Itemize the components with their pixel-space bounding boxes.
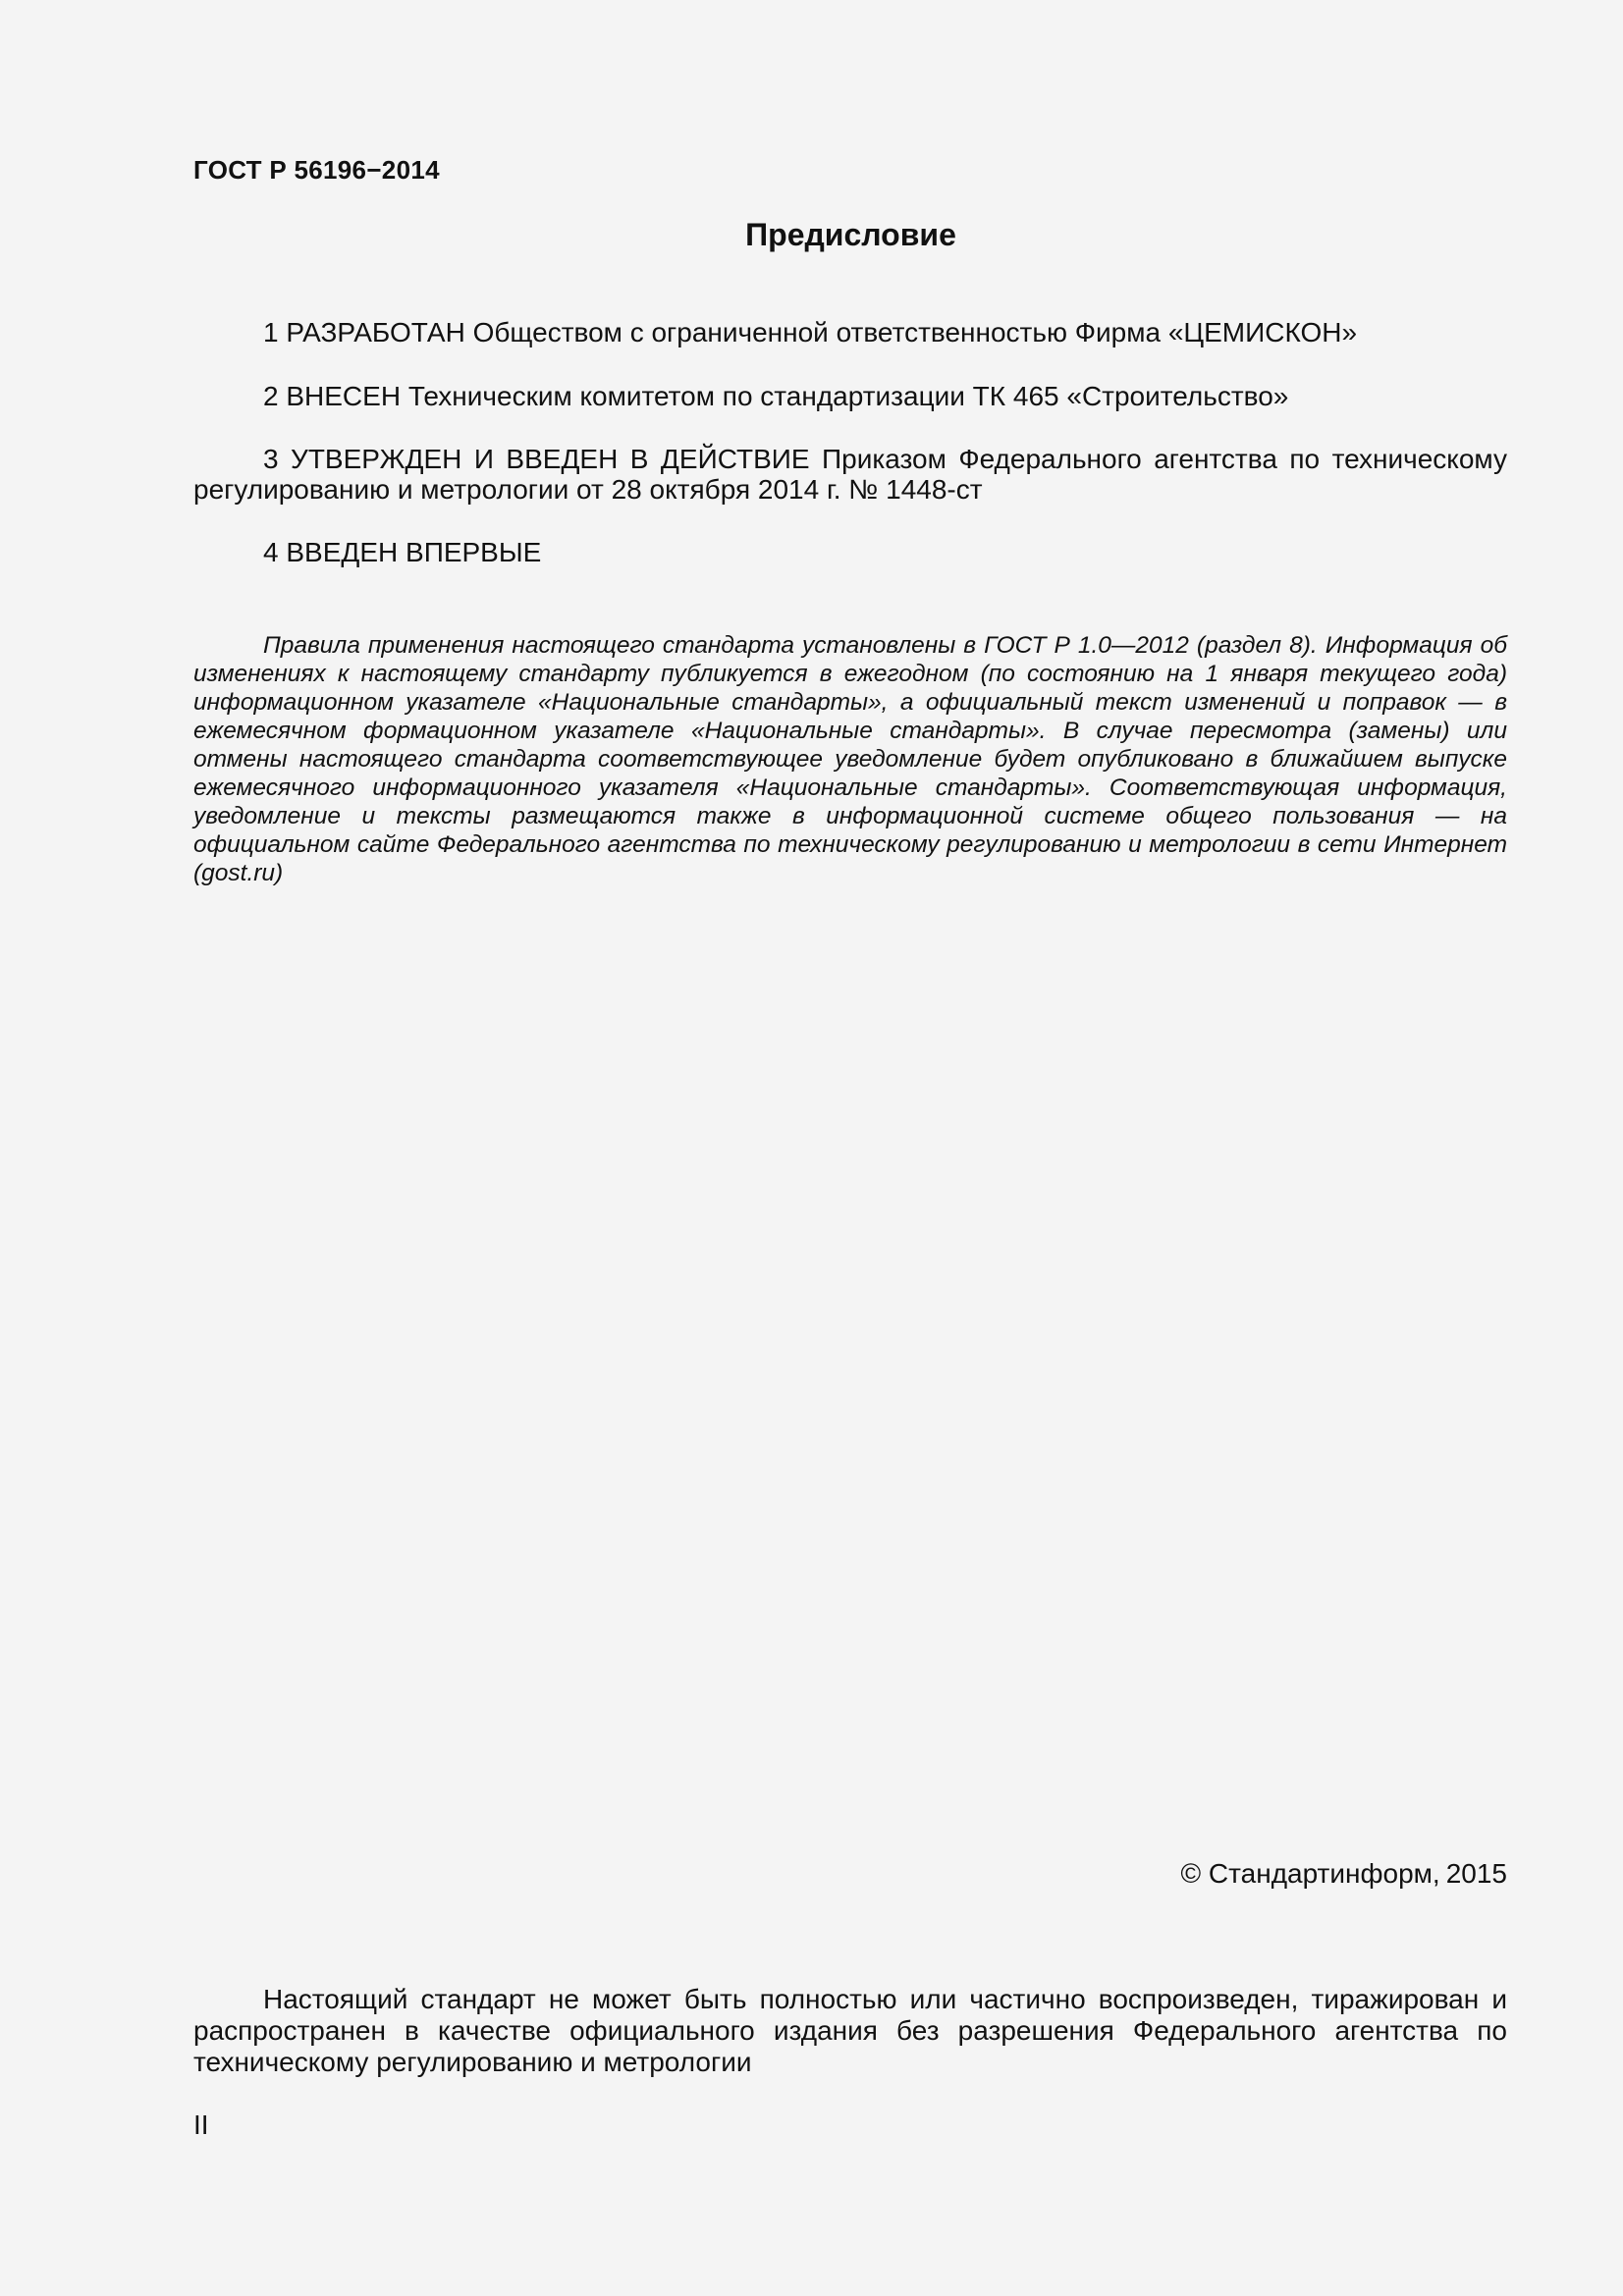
foreword-item-first-introduced: 4 ВВЕДЕН ВПЕРВЫЕ bbox=[263, 537, 542, 567]
foreword-title: Предисловие bbox=[745, 217, 956, 252]
foreword-item-introduced: 2 ВНЕСЕН Техническим комитетом по стандартизации ТК 465 «Строительство» bbox=[263, 381, 1289, 411]
copyright bbox=[1181, 1858, 1507, 1890]
reproduction-notice: Настоящий стандарт не может быть полностью или частично воспроизведен, тиражирован и распространен в качестве официального издания без разрешения Федерального агентства по техническому регулированию и метрологии bbox=[193, 1984, 1507, 2077]
application-rules-notice: Правила применения настоящего стандарта установлены в ГОСТ Р 1.0—2012 (раздел 8). Информация об изменениях к настоящему стандарту публикуется в ежегодном (по состоянию на 1 января текущего года) информационном указателе «Национальные стандарты», а официальный текст изменений и поправок — в ежемесячном формационном указателе «Национальные стандарты». В случае пересмотра (замены) или отмены настоящего стандарта соответствующее уведомление будет опубликовано в ближайшем выпуске ежемесячного информационного указателя «Национальные стандарты». Соответствующая информация, уведомление и тексты размещаются также в информационной системе общего пользования — на официальном сайте Федерального агентства по техническому регулированию и метрологии в сети Интернет (gost.ru) bbox=[193, 632, 1507, 886]
document-code: ГОСТ Р 56196−2014 bbox=[193, 155, 440, 185]
copyright-year: 2015 bbox=[1445, 1858, 1507, 1889]
page-number: II bbox=[193, 2109, 209, 2140]
foreword-item-approved: 3 УТВЕРЖДЕН И ВВЕДЕН В ДЕЙСТВИЕ Приказом Федерального агентства по техническому регулированию и метрологии от 28 октября 2014 г. № 1448-ст bbox=[193, 444, 1507, 505]
foreword-item-developed: 1 РАЗРАБОТАН Обществом с ограниченной ответственностью Фирма «ЦЕМИСКОН» bbox=[263, 317, 1358, 347]
copyright-holder: © Стандартинформ, bbox=[1180, 1858, 1440, 1889]
